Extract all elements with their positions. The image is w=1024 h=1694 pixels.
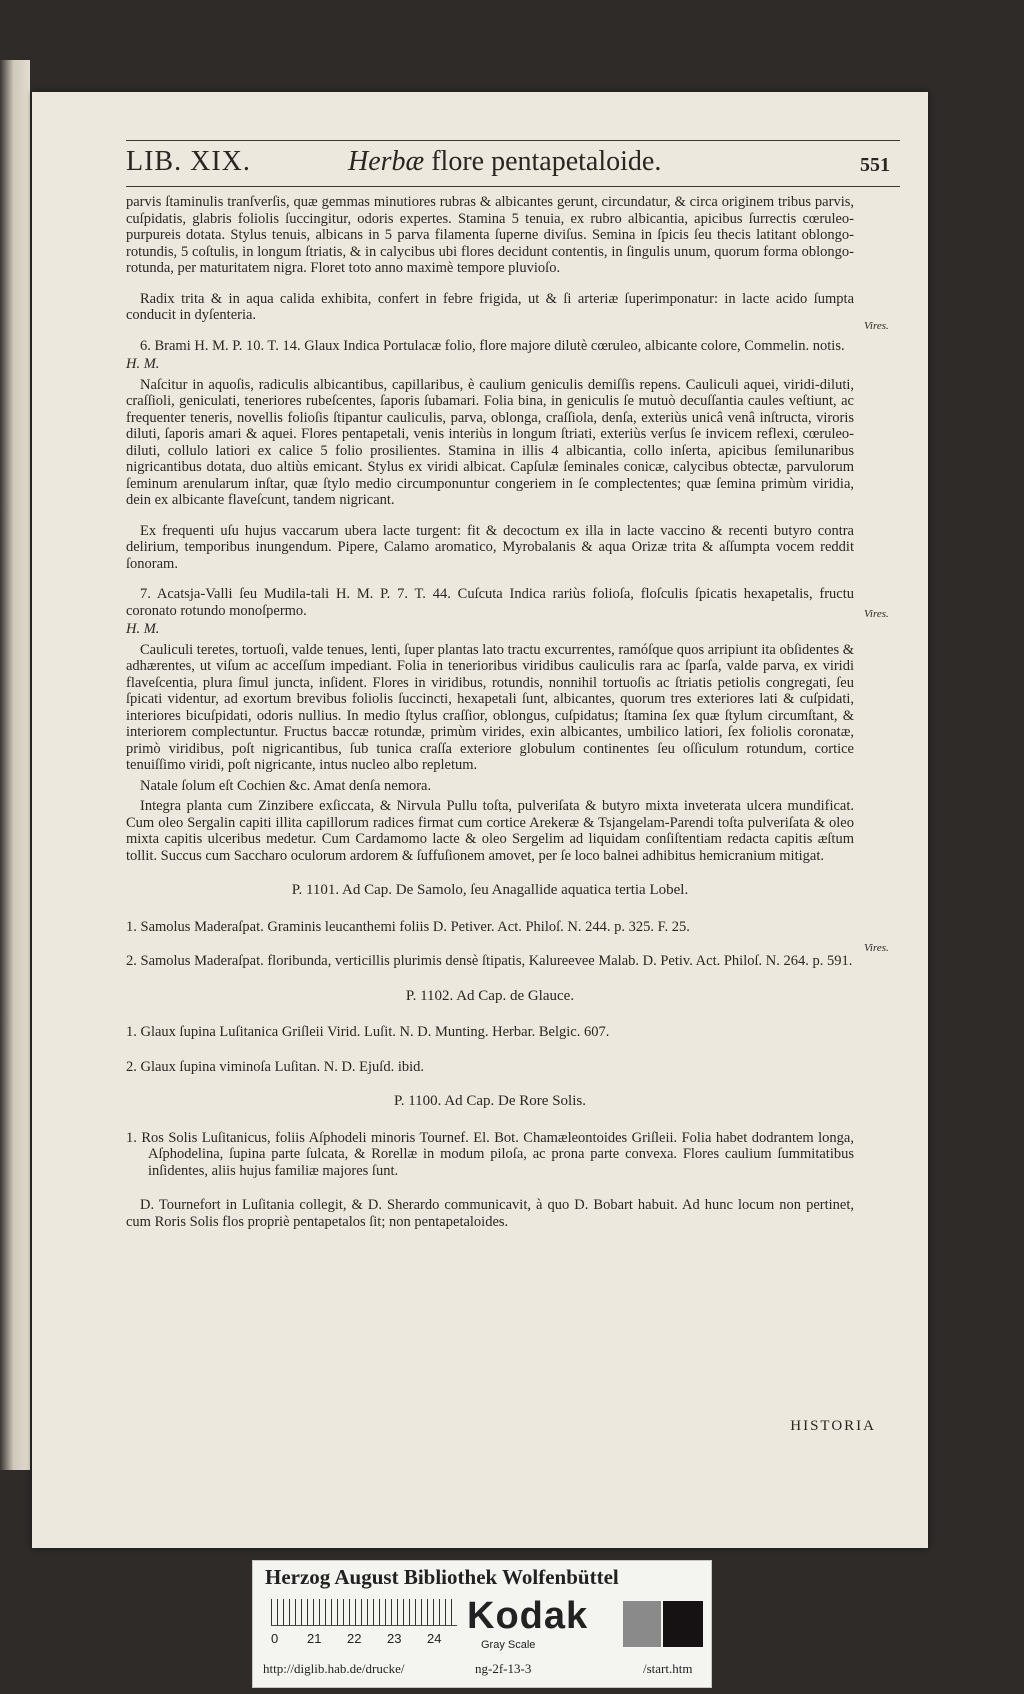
list-item: 1. Ros Solis Luſitanicus, foliis Aſphodeli minoris Tournef. El. Bot. Chamæleontoides Griſleii. Folia habet dodrantem longa, Aſphodelina, ſupina parte ſulcata, & Rorellæ in modum piloſa, ac prona parte convexa. Flores caulium ſummitatibus inſidentes, aliis hujus familiæ majores ſunt.	[126, 1129, 854, 1179]
ruler-label: 23	[387, 1631, 402, 1646]
addendum-heading: P. 1100. Ad Cap. De Rore Solis.	[394, 1093, 586, 1109]
running-head	[126, 146, 900, 186]
head-rule-top	[126, 140, 900, 141]
entry-heading: 6. Brami H. M. P. 10. T. 14. Glaux Indica Portulacæ folio, flore majore dilutè cœruleo, albicante colore, Commelin. notis.	[140, 337, 845, 354]
ruler-label: 21	[307, 1631, 322, 1646]
addendum-heading: P. 1101. Ad Cap. De Samolo, ſeu Anagallide aquatica tertia Lobel.	[291, 882, 689, 898]
paragraph: D. Tournefort in Luſitania collegit, & D. Sherardo communicavit, à quo D. Bobart habuit. Ad hunc locum non pertinet, cum Roris Solis flos propriè pentapetalos ſit; non pentapetaloides.	[126, 1197, 854, 1230]
ruler-label: 24	[427, 1631, 442, 1646]
library-name: Herzog August Bibliothek Wolfenbüttel	[265, 1565, 619, 1589]
body-text	[126, 194, 854, 1244]
list-item: 1. Samolus Maderaſpat. Graminis leucanthemi foliis D. Petiver. Act. Philoſ. N. 244. p. 325. F. 25.	[126, 918, 690, 935]
black-swatch	[663, 1601, 703, 1647]
margin-note: Vires.	[864, 942, 889, 954]
ruler-label: 0	[271, 1631, 279, 1646]
gray-scale-label: Gray Scale	[481, 1639, 536, 1651]
paragraph: Natale ſolum eſt Cochien &c. Amat denſa nemora.	[140, 777, 432, 794]
page-number: 551	[860, 154, 890, 176]
ruler-label: 22	[347, 1631, 362, 1646]
paragraph: Naſcitur in aquoſis, radiculis albicantibus, capillaribus, è caulium geniculis demiſſis repens. Cauliculi aquei, viridi-diluti, craſſioli, geniculati, teneriores rubeſcentes, ſaporis ſubamari. Folia bina, in geniculis ſe mutuò decuſſantia caules veſtiunt, ac frequenter teneris, novellis folioſis ſtipantur cauliculis, parva, oblonga, craſſiola, denſa, exteriùs unicâ venâ inſtructa, viroris diluti, ſaporis amari & aquei. Flores pentapetali, venis interiùs in longum ſtriati, exteriùs verſus ſe invicem reflexi, cœruleo-diluti, collulo latiori ex calice 5 folio prosilientes. Stamina in illis 4 albicantia, collo inſerta, apicibus ſemilunaribus nigricantibus dotata, duo altiùs emicant. Stylus ex viridi albicat. Capſulæ ſeminales conicæ, calycibus obtectæ, parvulorum ſeminum arenularum inſtar, quæ ſtylo medio circumponuntur congeriem in ſe complectentes; quæ ſemina primùm viridia, dein ex albicante flaveſcunt, tandem nigricant.	[126, 376, 854, 508]
margin-note: Vires.	[864, 608, 889, 620]
file-path: /start.htm	[643, 1661, 693, 1676]
gray-swatch	[623, 1601, 661, 1647]
head-rule-bottom	[126, 186, 900, 187]
library-color-card	[252, 1560, 712, 1688]
section-title-italic: Herbæ	[348, 146, 425, 177]
list-item: 2. Glaux ſupina viminoſa Luſitan. N. D. Ejuſd. ibid.	[126, 1058, 425, 1075]
list-item: 1. Glaux ſupina Luſitanica Griſleii Virid. Luſit. N. D. Munting. Herbar. Belgic. 607.	[126, 1024, 610, 1040]
shelf-mark: ng-2f-13-3	[475, 1661, 532, 1676]
entry-heading: 7. Acatsja-Valli ſeu Mudila-tali H. M. P. 7. T. 44. Cuſcuta Indica rariùs folioſa, floſculis ſpicatis hexapetalis, fructu coronato rotundo monoſpermo.	[126, 586, 854, 619]
source-abbrev: H. M.	[126, 621, 160, 637]
book-number: LIB. XIX.	[126, 146, 251, 177]
kodak-logo: Kodak	[467, 1595, 589, 1637]
addendum-heading: P. 1102. Ad Cap. de Glauce.	[405, 987, 575, 1004]
measurement-ruler	[271, 1599, 457, 1626]
paragraph: Ex frequenti uſu hujus vaccarum ubera lacte turgent: fit & decoctum ex illa in lacte vaccino & recenti butyro contra delirium, temporibus inungendum. Pipere, Calamo aromatico, Myrobalanis & aqua Orizæ trita & aſſumpta vocem reddit ſonoram.	[126, 522, 854, 572]
source-abbrev: H. M.	[126, 356, 160, 372]
section-title-rest: flore pentapetaloide.	[431, 146, 662, 177]
paragraph: parvis ſtaminulis tranſverſis, quæ gemmas minutiores rubras & albicantes gerunt, circundatur, & circa originem tribus parvis, cuſpidatis, glabris foliolis ſuccingitur, odoris expertes. Stamina 5 tenuia, ex rubro albicantia, apicibus ſurrectis cœruleo-purpureis dotata. Stylus tenuis, albicans in 5 parva filamenta ſuperne diviſus. Semina in ſpicis ſeu thecis latitant oblongo-rotundis, 5 coſtulis, in longum ſtriatis, & in calycibus ubi flores decidunt contentis, in ſingulis unum, quorum forma oblongo-rotunda, per maturitatem nigra. Floret toto anno maximè tempore pluvioſo.	[126, 194, 854, 276]
paragraph: Integra planta cum Zinzibere exſiccata, & Nirvula Pullu toſta, pulveriſata & butyro mixta inveterata ulcera mundificat. Cum oleo Sergalin capiti illita capillorum radices firmat cum cortice Arekeræ & Tsjangelam-Parendi toſta pulveriſata & oleo mixta capitis ulceribus medetur. Cum Cardamomo lacte & oleo Sergelim ad liquidam conſiſtentiam redacta capitis æſtum tollit. Succus cum Saccharo oculorum ardorem & ſuffuſionem amovet, per ſe loco balnei adhibitus hemicranium mitigat.	[126, 798, 854, 864]
list-item: 2. Samolus Maderaſpat. floribunda, verticillis plurimis densè ſtipatis, Kalureevee Malab. D. Petiv. Act. Philoſ. N. 264. p. 591.	[126, 953, 853, 969]
section-title	[348, 146, 661, 178]
margin-note: Vires.	[864, 320, 889, 332]
paragraph: Radix trita & in aqua calida exhibita, confert in febre frigida, ut & ſi arteriæ ſuperimponatur: in lacte acido ſumpta conducit in dyſenteria.	[126, 290, 854, 323]
catchword: HISTORIA	[790, 1418, 876, 1434]
adjacent-page-edge	[0, 60, 30, 1470]
paragraph: Cauliculi teretes, tortuoſi, valde tenues, lenti, ſuper plantas lato tractu excurrentes, ramóſque quos arripiunt ita obſidentes & adhærentes, ut viſum ac acceſſum impediant. Folia in tenerioribus viridibus cauliculis rara ac ſparſa, valde parva, ex viridi flaveſcentia, plura ſimul juncta, inſident. Flores in viridibus, rotundis, nonnihil tortuoſis ac ſtriatis petiolis congregati, ſeu ſpicati videntur, ad exortum brevibus foliolis ſuccincti, hexapetali ſunt, albicantes, quorum tres exteriores lati & cuſpidati, interiores bicuſpidati, odoris nullius. In medio ſtylus craſſior, oblongus, cuſpidatus; ſtamina ſex quæ ſtylum circumſtant, & interiorem complectuntur. Fructus baccæ rotundæ, primùm virides, exin albicantes, umbilico latiori, ſex foliolis coronatæ, primò viridibus, poſt nigricantibus, ſub tunica craſſa exteriore globulum continentes ſeu oſſiculum rotundum, cortice tenuiſſimo viridi, poſt nigricante, intus nucleo albo repletum.	[126, 641, 854, 773]
book-page	[32, 92, 928, 1548]
library-url: http://diglib.hab.de/drucke/	[263, 1661, 405, 1676]
